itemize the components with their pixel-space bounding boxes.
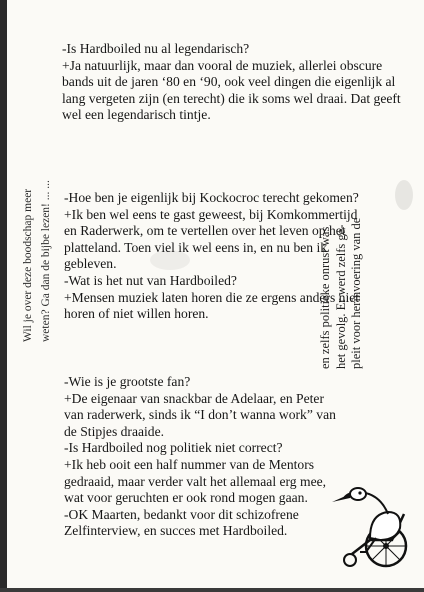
right-bleed-column bbox=[318, 218, 365, 369]
right-col-line-2: het gevolg. Er werd zelfs ge- bbox=[333, 224, 348, 369]
page-edge-left bbox=[0, 0, 7, 592]
page-edge-bottom bbox=[0, 588, 424, 592]
side-text-upside-2: weten? Ga dan de bijbe lezen! ... ... bbox=[40, 180, 52, 342]
right-col-line-1: en zelfs politieke onrust was bbox=[318, 226, 332, 369]
ink-smudge bbox=[395, 180, 413, 210]
cartoon-bird-wheelchair-illustration bbox=[330, 478, 420, 570]
right-col-line-3: pleit voor herinvoering van de bbox=[349, 217, 363, 369]
interview-top: -Is Hardboiled nu al legendarisch? +Ja natuurlijk, maar dan vooral de muziek, allerlei obscure bands uit de jaren ‘80 en ‘90, ook veel dingen die eigenlijk al lang vergeten zijn (en terecht) die ik soms wel draai. Dat geeft wel een legendarisch tintje. bbox=[62, 41, 401, 123]
interview-bottom: -Wie is je grootste fan? +De eigenaar van snackbar de Adelaar, en Peter van raderwerk, sinds ik “I don’t wanna work” van de Stipjes draaide. -Is Hardboiled nog politiek niet correct? +Ik heb ooit een half nummer van de Mentors gedraaid, maar verder valt het allemaal erg mee, wat voor geruchten er ook rond mogen gaan. -OK Maarten, bedankt voor dit schizofrene Zelfinterview, en succes met Hardboiled. bbox=[64, 374, 336, 539]
interview-middle: -Hoe ben je eigenlijk bij Kockocroc terecht gekomen? +Ik ben wel eens te gast geweest, bij Komkommertijd en Raderwerk, om te vertellen over het leven op het platteland. Toen viel ik wel eens in, en nu ben ik gebleven. -Wat is het nut van Hardboiled? +Mensen muziek laten horen die ze ergens anders niet horen of niet willen horen. bbox=[64, 190, 360, 322]
side-text-upside: Wil je over deze boodschap meer bbox=[22, 188, 34, 342]
